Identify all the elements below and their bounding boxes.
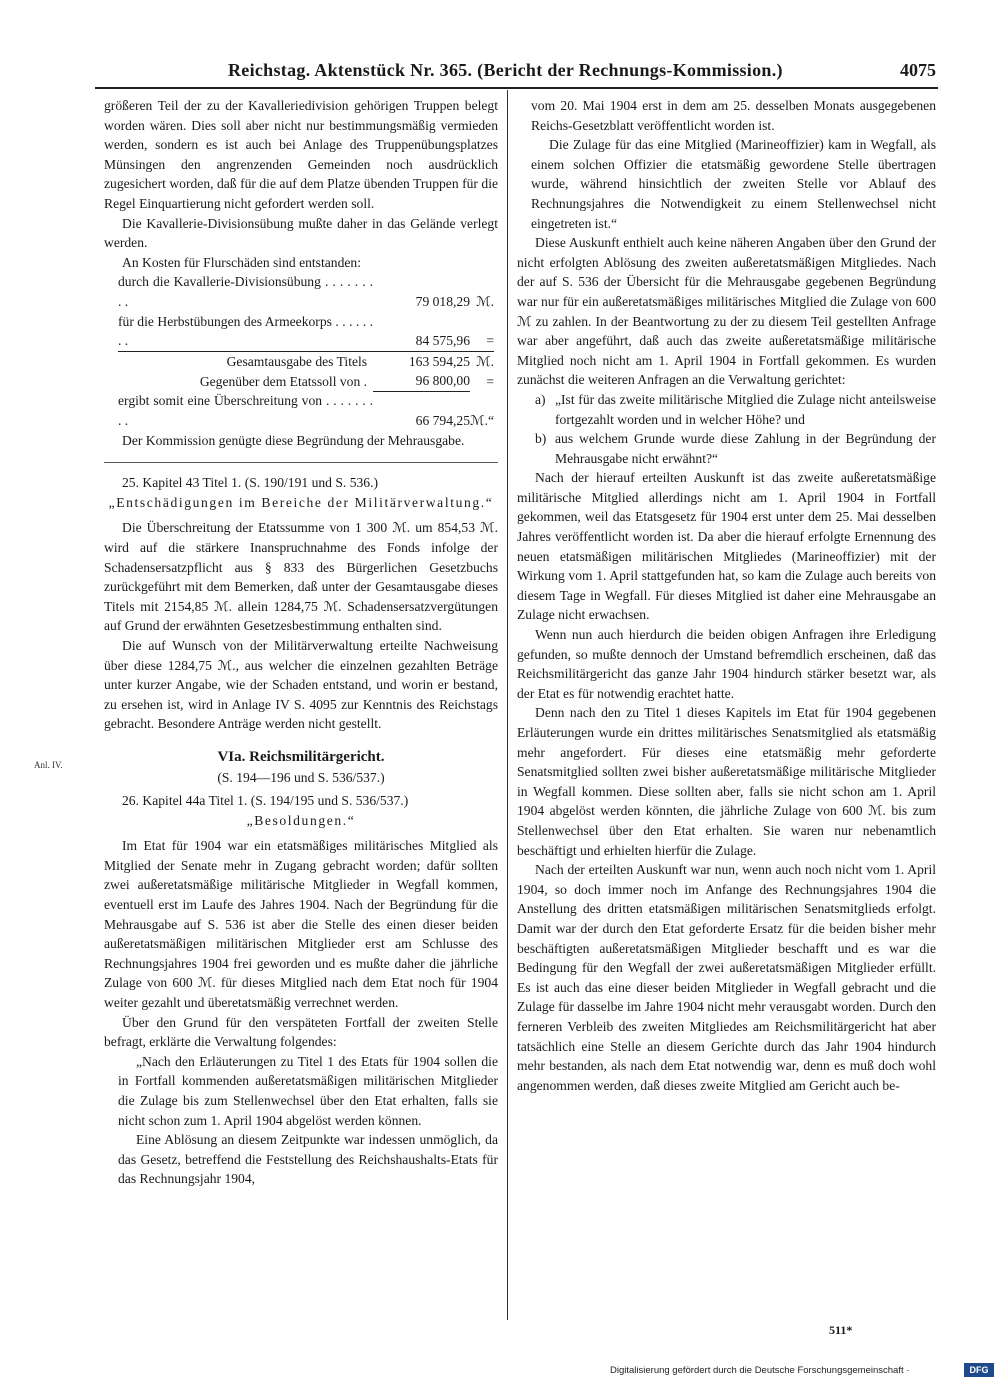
budget-unit: =	[486, 373, 494, 389]
quote-paragraph: „Nach den Erläuterungen zu Titel 1 des Etats für 1904 sollen die in Fortfall kommenden außeretatsmäßigen militärischen Mitglieder die Zulage bis zum Stellenwechsel über den Etat erhalten, falls sie nicht schon zum 1. April 1904 abgelöst werden können.	[118, 1053, 498, 1128]
budget-label: Gegenüber dem Etatssoll von .	[199, 373, 368, 389]
paragraph: Die auf Wunsch von der Militärverwaltung erteilte Nachweisung über diese 1284,75 ℳ., aus welcher die einzelnen gezahlten Beträge unter kurzer Angabe, wie der Schaden entstand, und worin er bestand, zu ersehen ist, wird in Anlage IV S. 4095 zur Kenntnis des Reichstags gebracht. Besondere Anträge werden nicht gestellt.	[104, 637, 498, 732]
total-unit: ℳ.	[470, 351, 494, 371]
list-text: „Ist für das zweite militärische Mitglied die Zulage nicht anteilsweise fortgezahlt worden und in welcher Höhe? und	[555, 391, 936, 427]
list-item	[535, 429, 936, 468]
quote-paragraph: Die Zulage für das eine Mitglied (Marineoffizier) kam in Wegfall, als einem solchen Offizier die etatsmäßig gewordene Stelle übertragen wurde, während hinsichtlich der zweiten Stelle vor Ablauf des Rechnungsjahres die Notwendigkeit zu einem Stellenwechsel nicht eingetreten ist.“	[531, 137, 936, 231]
paragraph: größeren Teil der zu der Kavalleriedivision gehörigen Truppen belegt worden wären. Dies soll aber nicht nur bestimmungsmäßig vermieden werden, sondern es ist auch bei Anlage des Truppenübungsplatzes Münsingen den angrenzenden Gemeinden noch ausdrücklich zugesichert worden, daß für die auf dem Platze übenden Truppen für die Regel Einquartierung nicht gefordert werden soll.	[104, 98, 498, 211]
overrun-unit: ℳ.“	[470, 413, 494, 428]
cost-amount: 84 575,96	[415, 333, 471, 349]
paragraph: Nach der hierauf erteilten Auskunft ist das zweite außeretatsmäßige militärische Mitglied allerdings nicht am 1. April 1904 in Fortfall gekommen, weil das Etatsgesetz für 1904 erst unter dem 25. Mai desselben Jahres veröffentlicht worden ist. Da aber die hierauf erfolgte Ernennung des neuen etatsmäßigen militärischen Mitgliedes (Marineoffizier) mit der Wirkung vom 1. April stattgefunden hat, so kam die Zulage auch bereits von diesem Tage in Wegfall. Für dieses Mitglied ist daher eine Mehrausgabe an Zulage nicht erwachsen.	[517, 470, 936, 623]
column-divider	[507, 90, 508, 1320]
cost-unit: ℳ.	[476, 293, 494, 309]
paragraph: Nach der erteilten Auskunft war nun, wenn auch noch nicht vom 1. April 1904, so doch immer noch im Anfange des Rechnungsjahres 1904 die Anstellung des dritten etatsmäßigen militärischen Senatsmitglieds erfolgt. Damit war der durch den Etat geforderte Ersatz für die beiden bisher mehr beschäftigten außeretatsmäßigen Mitglieder beschafft und es war die Bedingung für den Wegfall der zwei außeretatsmäßigen Mitglieder erfüllt. Es ist auch das eine dieser beiden Mitglieder in Wegfall gebracht und die Zulage für dasselbe im Jahre 1904 nicht mehr verausgabt worden. Durch den ferneren Verbleib des zweiten Mitgliedes am Reichsmilitärgericht hat aber tatsächlich eine Stelle an diesem Gerichte durch das Jahr 1904 hindurch mehr bestanden, als nach dem Etat notwendig war, denn es muß doch wohl angenommen werden, daß dieses zweite Mitglied am Gericht auch be-	[517, 862, 937, 1093]
quote-paragraph: vom 20. Mai 1904 erst in dem am 25. desselben Monats ausgegebenen Reichs-Gesetzblatt veröffentlicht worden ist.	[531, 98, 936, 133]
cost-unit: =	[486, 333, 494, 349]
cost-amount: 79 018,29	[415, 293, 471, 309]
paragraph: Denn nach den zu Titel 1 dieses Kapitels im Etat für 1904 gegebenen Erläuterungen wurde ein drittes militärisches Senatsmitglied als etatsmäßig mehr angefordert. Für dieses eine etatsmäßig mehr geforderte Senatsmitglied sollten zwei bisher außeretatsmäßige militärische Mitglieder in Wegfall kommen. Diese sollten aber, falls sie nicht schon am 1. April 1904 abgelöst werden könnten, die jährliche Zulage von 600 ℳ. bis zum Stellenwechsel über den Etat erhalten. Sie waren nur nebenamtlich beschäftigt und erhielten hierfür die Zulage.	[517, 705, 936, 858]
list-label: a)	[535, 391, 546, 407]
total-amount: 163 594,25	[373, 351, 470, 371]
paragraph: Über den Grund für den verspäteten Fortfall der zweiten Stelle befragt, erklärte die Verwaltung folgendes:	[104, 1014, 498, 1050]
list-text: aus welchem Grunde wurde diese Zahlung in der Begründung der Mehrausgabe nicht erwähnt?“	[555, 431, 936, 466]
item-25-title: 25. Kapitel 43 Titel 1. (S. 190/191 und S. 536.)	[122, 475, 379, 491]
question-list	[517, 390, 936, 468]
digitization-credit: Digitalisierung gefördert durch die Deutsche Forschungsgemeinschaft ·	[610, 1365, 910, 1376]
quote-paragraph: Eine Ablösung an diesem Zeitpunkte war indessen unmöglich, da das Gesetz, betreffend die Feststellung des Reichshaushalts-Etats für das Rechnungsjahr 1904,	[118, 1132, 498, 1187]
paragraph: Diese Auskunft enthielt auch keine näheren Angaben über den Grund der nicht erfolgten Ablösung des zweiten außeretatsmäßigen Mitgliedes. Nach der auf S. 536 der Übersicht für die Mehrausgabe gegebenen Begründung war nur für ein außeretatsmäßiges militärisches Mitglied die Zulage von 600 ℳ zu zahlen. In der Beantwortung zu der zu diesem Teil gestellten Anfrage war aber angeführt, daß auch das zweite außeretatsmäßige militärische Mitglied noch nicht am 1. April 1904 in Fortfall gekommen. Es wurden zunächst die weiteren Anfragen an die Verwaltung gerichtet:	[517, 235, 936, 388]
cost-row	[118, 312, 494, 352]
costs-intro: An Kosten für Flurschäden sind entstanden:	[122, 254, 361, 270]
cost-label: für die Herbstübungen des Armeekorps . . . . . . . .	[118, 313, 374, 349]
paragraph: Die Überschreitung der Etatssumme von 1 300 ℳ. um 854,53 ℳ. wird auf die stärkere Inanspruchnahme des Fonds infolge der Schadensersatzpflicht aus § 833 des Bürgerlichen Gesetzbuchs zurückgeführt mit dem Bemerken, daß unter der Gesamtausgabe dieses Titels mit 2154,85 ℳ. allein 1284,75 ℳ. Schadensersatzvergütungen auf Grund der erwähnten Gesetzesbestimmung enthalten sind.	[104, 520, 498, 634]
section-pages: (S. 194—196 und S. 536/537.)	[217, 769, 385, 785]
header-title: Reichstag. Aktenstück Nr. 365. (Bericht der Rechnungs-Kommission.)	[228, 60, 783, 80]
budget-amount: 96 800,00	[373, 371, 470, 391]
overrun-label: ergibt somit eine Überschreitung von . . . . . . . . .	[118, 393, 374, 428]
header-rule	[95, 87, 938, 89]
item-25-subtitle: „Entschädigungen im Bereiche der Militärverwaltung.“	[108, 494, 494, 510]
section-rule	[104, 462, 498, 463]
total-row	[118, 351, 494, 371]
cost-table	[118, 272, 494, 430]
margin-note: Anl. IV.	[34, 760, 63, 770]
right-column	[517, 96, 936, 1095]
item-26-title: 26. Kapitel 44a Titel 1. (S. 194/195 und S. 536/537.)	[122, 793, 409, 809]
list-label: b)	[535, 431, 547, 447]
list-item	[535, 390, 936, 429]
signature-mark: 511*	[829, 1323, 853, 1337]
overrun-row	[118, 391, 494, 430]
paragraph: Wenn nun auch hierdurch die beiden obigen Anfragen ihre Erledigung gefunden, so mußte dennoch der Umstand befremdlich erscheinen, daß das Reichsmilitärgericht das ganze Jahr 1904 hindurch stärker besetzt war, als der Etat es für notwendig erachtet hatte.	[517, 627, 936, 701]
paragraph: Im Etat für 1904 war ein etatsmäßiges militärisches Mitglied als Mitglied der Senate mehr in Zugang gebracht worden; dafür sollten zwei außeretatsmäßige militärische Mitglieder in Wegfall kommen, eventuell erst im Laufe des Jahres 1904. Nach der Begründung für die Mehrausgabe auf S. 536 ist aber die Stelle des einen dieser beiden außeretatsmäßigen militärischen Mitglieder erst am Schlusse des Rechnungsjahres 1904 frei geworden und es mußte daher die jährliche Zulage von 600 ℳ. für dieses Mitglied nach dem Etat noch für 1904 weiter gezahlt und überetatsmäßig verrechnet werden.	[104, 838, 498, 1011]
total-label: Gesamtausgabe des Titels	[118, 351, 373, 371]
overrun-amount: 66 794,25	[415, 413, 471, 428]
section-heading: VIa. Reichsmilitärgericht.	[217, 748, 385, 765]
left-column	[104, 96, 498, 1189]
budget-row	[118, 371, 494, 391]
running-header	[228, 60, 936, 84]
dfg-logo: DFG	[964, 1363, 994, 1377]
paragraph: Der Kommission genügte diese Begründung der Mehrausgabe.	[122, 432, 465, 448]
page-number: 4075	[900, 60, 936, 80]
cost-row	[118, 272, 494, 311]
item-26-subtitle: „Besoldungen.“	[246, 812, 356, 828]
cost-label: durch die Kavallerie-Divisionsübung . . . . . . . . .	[118, 274, 374, 309]
paragraph: Die Kavallerie-Divisionsübung mußte daher in das Gelände verlegt werden.	[104, 215, 498, 251]
